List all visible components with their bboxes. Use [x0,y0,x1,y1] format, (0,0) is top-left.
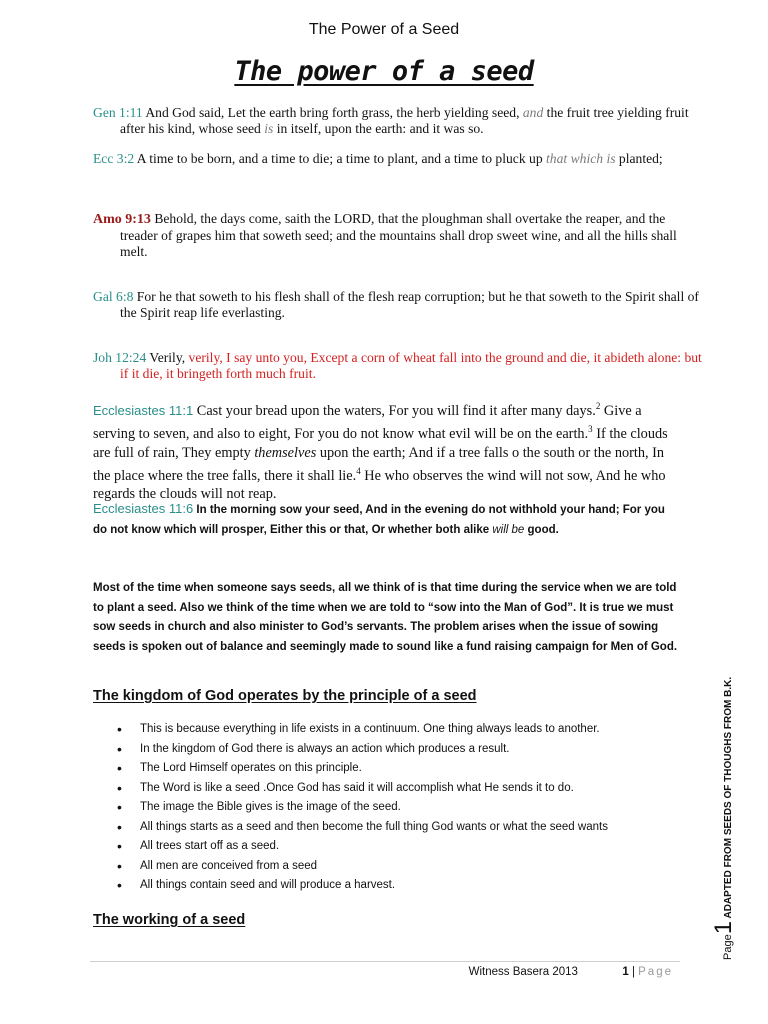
verse-ref: Joh 12:24 [93,350,147,365]
title-text: The power of a seed [234,56,534,87]
footer-author: Witness Basera 2013 [468,966,578,978]
verse-italic: and [522,105,544,120]
bullet-list [117,720,697,896]
verse-italic: that which is [546,151,616,166]
list-item: • All trees start off as a seed. [117,837,697,857]
ecclesiastes-11-6 [93,499,679,540]
verse-italic: themselves [254,444,317,461]
list-item: • The Word is like a seed .Once God has said it will accomplish what He sends it to do. [117,779,697,799]
verse-red-text: verily, I say unto you, Except a corn of wheat fall into the ground and die, it abideth alone: but if it die, it bringeth forth much fruit. [120,350,702,381]
list-item: • All men are conceived from a seed [117,857,697,877]
side-margin-text [710,677,738,960]
list-item: • In the kingdom of God there is always an action which produces a result. [117,740,697,760]
verse-ref: Gen 1:11 [93,105,143,120]
verse-amo-9-13 [93,211,704,260]
list-item: • This is because everything in life exists in a continuum. One thing always leads to another. [117,720,697,740]
list-item: • All things starts as a seed and then become the full thing God wants or what the seed wants [117,818,697,838]
verse-number: 3 [588,424,593,435]
verse-ref: Gal 6:8 [93,289,134,304]
list-item: • All things contain seed and will produce a harvest. [117,876,697,896]
verse-text: good. [524,524,559,536]
footer-page-word: Page [638,966,673,978]
verse-italic: will be [492,524,525,536]
verse-gen-1-11 [93,105,704,137]
verse-text: upon the earth; And if a tree falls o the south or the north, In the place where the tree falls, there it shall lie. [93,444,665,484]
verse-text: A time to be born, and a time to die; a time to plant, and a time to pluck up [134,151,547,166]
page-footer [469,966,673,978]
verse-text: Behold, the days come, saith the LORD, that the ploughman shall overtake the reaper, and the treader of grapes him that soweth seed; and the mountains shall drop sweet wine, and all the hills shall melt. [120,211,677,259]
verse-text: For he that soweth to his flesh shall of the flesh reap corruption; but he that soweth to the Spirit shall of the Spirit reap life everlasting. [120,289,699,320]
side-page-number: 1 [710,920,737,935]
list-item: • The image the Bible gives is the image of the seed. [117,798,697,818]
verse-text: If the clouds are full of rain, They empty [93,426,668,461]
verse-ref: Amo 9:13 [93,212,151,227]
verse-number: 2 [595,401,601,411]
intro-paragraph: Most of the time when someone says seeds, all we think of is that time during the service when we are told to plant a seed. Also we think of the time when we are told to “sow into the Man of God”. It is true we must sow seeds in church and also minister to God’s servants. The problem arises when the issue of sowing seeds is spoken out of balance and seemingly made to sound like a fund raising campaign for Men of God. [93,582,678,653]
footer-page-number: 1 [622,966,629,978]
page-header: The Power of a Seed [308,21,460,38]
verse-text: He who observes the wind will not sow, And he who regards the clouds will not reap. [93,467,666,503]
verse-text: And God said, Let the earth bring forth grass, the herb yielding seed, [142,105,523,120]
verse-ref: Ecclesiastes 11:1 [93,402,194,418]
verse-number: 4 [356,466,361,477]
document-title [0,56,768,87]
section-heading-kingdom: The kingdom of God operates by the principle of a seed [93,688,477,704]
verse-ref: Ecc 3:2 [93,151,135,166]
list-item: • The Lord Himself operates on this principle. [117,759,697,779]
verse-ecc-3-2 [93,151,704,167]
verse-text: Give a serving to seven, and also to eight, For you do not know what evil will be on the earth. [93,402,642,443]
verse-gal-6-8 [93,289,704,321]
verse-text: Verily, [146,350,189,365]
verse-italic: is [264,121,274,136]
ecclesiastes-11-1 [93,397,679,504]
side-credit: ADAPTED FROM SEEDS OF THOUGHS FROM B.K. [723,676,734,919]
side-page-word: Page [722,934,734,960]
verse-ref: Ecclesiastes 11:6 [93,501,194,516]
verse-text: the fruit tree yielding fruit after his kind, whose seed [120,105,689,136]
section-heading-working: The working of a seed [93,912,246,928]
footer-divider [90,961,680,962]
verse-text: in itself, upon the earth: and it was so. [273,121,484,136]
verse-text: Cast your bread upon the waters, For you will find it after many days. [193,402,596,419]
verse-text: In the morning sow your seed, And in the evening do not withhold your hand; For you do not know which will prosper, Either this or that, Or whether both alike [93,504,665,536]
footer-separator: | [628,966,639,978]
verse-text: planted; [615,151,663,166]
verse-joh-12-24 [93,350,704,382]
